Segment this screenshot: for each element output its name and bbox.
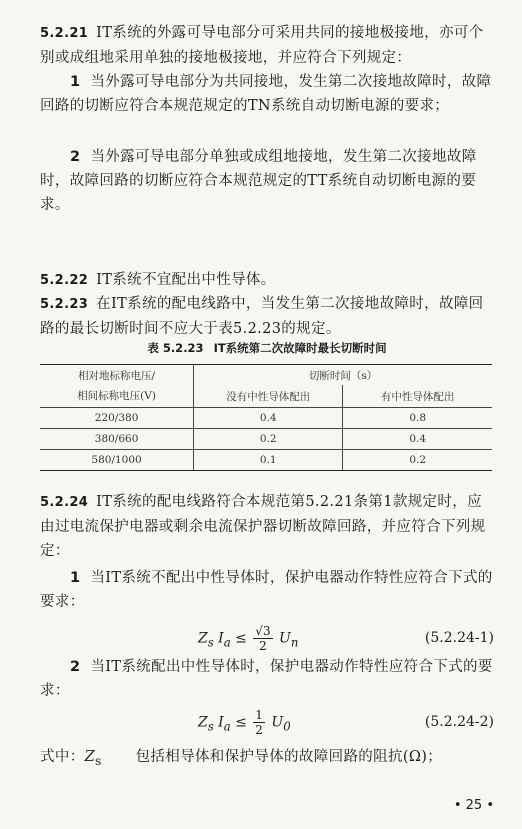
table-number: 表 5.2.23 xyxy=(147,341,204,355)
table-row xyxy=(40,429,492,450)
item-number: 1 xyxy=(70,570,81,586)
document-page xyxy=(40,0,494,829)
table-cell: 0.1 xyxy=(194,450,343,471)
table-header-with-neutral: 有中性导体配出 xyxy=(343,385,492,408)
formula-number: (5.2.24-2) xyxy=(424,714,494,730)
clause-5-2-24-item-2 xyxy=(40,655,494,703)
item-text: 当外露可导电部分单独或成组地接地，发生第二次接地故障时，故障回路的切断应符合本规范规定的TT系统自动切断电源的要求。 xyxy=(40,149,477,213)
formula-5-2-24-2: $Z_s$ $I_a$ ≤ $\frac{1}{2}$ $U_0$ (5.2.24-2) xyxy=(198,708,494,737)
clause-5-2-22 xyxy=(40,268,494,293)
item-text: 当IT系统不配出中性导体时，保护电器动作特性应符合下式的要求： xyxy=(40,570,493,610)
table-row xyxy=(40,450,492,471)
clause-number: 5.2.23 xyxy=(40,297,89,312)
table-header-voltage xyxy=(40,365,194,408)
page-number: • 25 • xyxy=(453,798,494,813)
item-text: 当外露可导电部分为共同接地，发生第二次接地故障时，故障回路的切断应符合本规范规定的TN系统自动切断电源的要求； xyxy=(40,74,492,114)
cutoff-time-table xyxy=(40,364,492,471)
item-text: 当IT系统配出中性导体时，保护电器动作特性应符合下式的要求： xyxy=(40,659,493,699)
table-cell: 0.2 xyxy=(194,429,343,450)
clause-number: 5.2.22 xyxy=(40,273,89,288)
clause-5-2-21 xyxy=(40,21,494,70)
clause-number: 5.2.21 xyxy=(40,26,89,41)
formula-where-clause: 式中：$Z_s$ 包括相导体和保护导体的故障回路的阻抗(Ω)； xyxy=(40,749,443,768)
table-row xyxy=(40,408,492,429)
item-number: 1 xyxy=(70,74,81,90)
table-cell: 220/380 xyxy=(40,408,194,429)
table-cell: 380/660 xyxy=(40,429,194,450)
clause-text: IT系统的外露可导电部分可采用共同的接地极接地，亦可个别或成组地采用单独的接地极接地，并应符合下列规定： xyxy=(40,25,484,66)
clause-5-2-24 xyxy=(40,490,494,563)
item-number: 2 xyxy=(70,149,81,165)
table-caption xyxy=(40,340,494,356)
clause-5-2-23 xyxy=(40,292,494,341)
fraction: $\frac{1}{2}$ xyxy=(255,708,263,737)
table-title: IT系统第二次故障时最长切断时间 xyxy=(213,341,387,355)
table-cell: 0.4 xyxy=(194,408,343,429)
formula-number: (5.2.24-1) xyxy=(424,630,494,646)
table-cell: 0.8 xyxy=(343,408,492,429)
clause-number: 5.2.24 xyxy=(40,495,89,510)
item-number: 2 xyxy=(70,659,81,675)
table-header-cutoff-time: 切断时间（s） xyxy=(194,365,492,386)
table-header-no-neutral: 没有中性导体配出 xyxy=(194,385,343,408)
table-cell: 580/1000 xyxy=(40,450,194,471)
table-cell: 0.2 xyxy=(343,450,492,471)
header-voltage-line2: 相间标称电压(V) xyxy=(77,390,156,402)
clause-5-2-24-item-1 xyxy=(40,566,494,614)
clause-text: 在IT系统的配电线路中，当发生第二次接地故障时，故障回路的最长切断时间不应大于表5.2.23的规定。 xyxy=(40,296,484,337)
clause-5-2-21-item-1 xyxy=(40,70,494,118)
clause-text: IT系统不宜配出中性导体。 xyxy=(96,272,276,288)
formula-5-2-24-1: $Z_s$ $I_a$ ≤ $\frac{√3}{2}$ $U_n$ (5.2.24-1) xyxy=(198,624,494,653)
header-voltage-line1: 相对地标称电压/ xyxy=(78,370,156,382)
clause-text: IT系统的配电线路符合本规范第5.2.21条第1款规定时，应由过电流保护电器或剩余电流保护器切断故障回路，并应符合下列规定： xyxy=(40,494,486,559)
clause-5-2-21-item-2 xyxy=(40,145,494,217)
fraction: $\frac{√3}{2}$ xyxy=(255,624,271,653)
table-cell: 0.4 xyxy=(343,429,492,450)
